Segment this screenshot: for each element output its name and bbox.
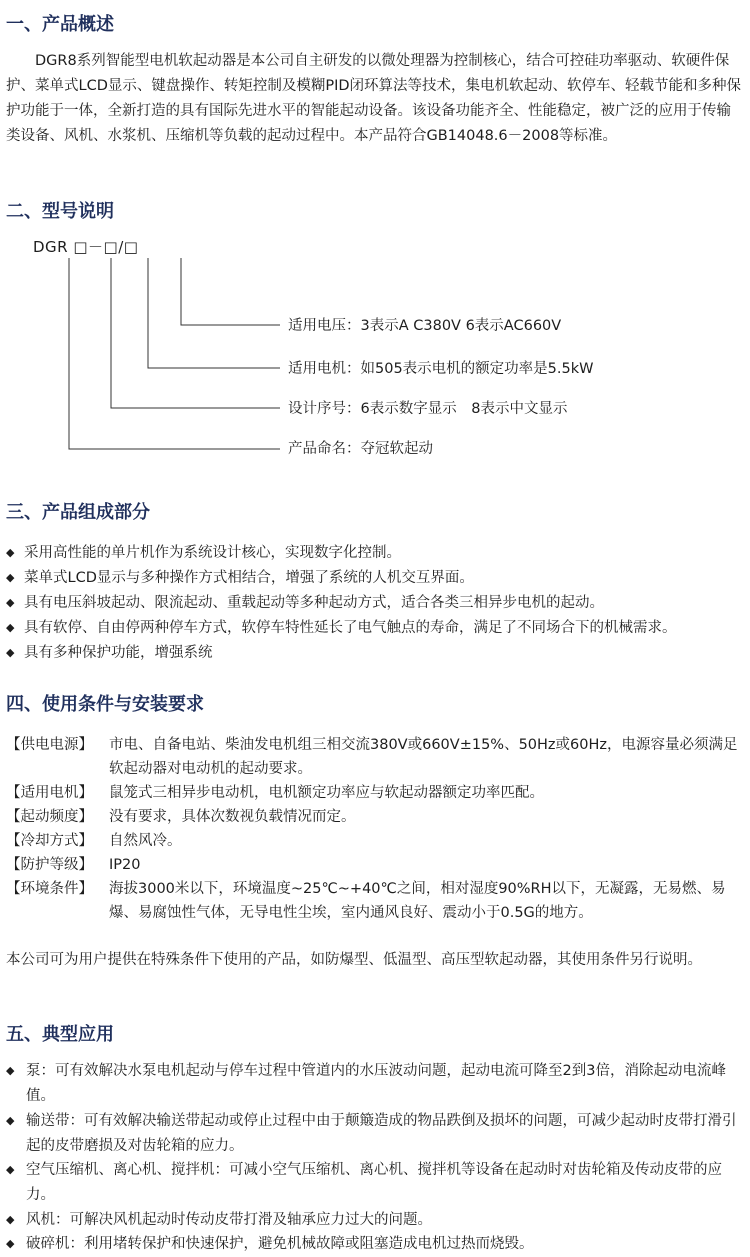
model-desc-label: 产品命名： — [288, 441, 361, 457]
model-desc-design — [288, 399, 567, 419]
section-title-components: 三、产品组成部分 — [6, 502, 150, 523]
model-desc-text: 夺冠软起动 — [360, 441, 433, 457]
diamond-bullet-icon: ◆ — [6, 1237, 15, 1250]
diamond-bullet-icon: ◆ — [6, 546, 15, 559]
list-item: ◆ 具有软停、自由停两种停车方式，软停车特性延长了电气触点的寿命，满足了不同场合下的机械需求。 — [6, 615, 744, 641]
section-title-overview: 一、产品概述 — [6, 14, 114, 35]
diamond-bullet-icon: ◆ — [6, 1064, 15, 1077]
condition-row: 【冷却方式】 自然风冷。 — [6, 833, 182, 849]
diamond-bullet-icon: ◆ — [6, 596, 15, 609]
list-item: ◆ 采用高性能的单片机作为系统设计核心，实现数字化控制。 — [6, 540, 744, 566]
model-desc-name — [288, 439, 433, 459]
model-desc-text: 3表示A C380V 6表示AC660V — [360, 318, 562, 334]
model-desc-label: 设计序号： — [288, 401, 361, 417]
model-desc-label: 适用电机： — [288, 361, 361, 377]
overview-paragraph: DGR8系列智能型电机软起动器是本公司自主研发的以微处理器为控制核心，结合可控硅功率驱动、软硬件保护、菜单式LCD显示、键盘操作、转矩控制及模糊PID闭环算法等技术，集电机软起动、软停车、轻载节能和多种保护功能于一体，全新打造的具有国际先进水平的智能起动设备。该设备功能齐全、性能稳定，被广泛的应用于传输类设备、风机、水浆机、压缩机等负载的起动过程中。本产品符合GB14048.6－2008等标准。 — [6, 53, 742, 144]
condition-row: 【起动频度】 没有要求，具体次数视负载情况而定。 — [6, 809, 356, 825]
condition-row: 【防护等级】 IP20 — [6, 857, 141, 873]
list-item: ◆ 具有多种保护功能，增强系统 — [6, 640, 744, 666]
diamond-bullet-icon: ◆ — [6, 1213, 15, 1226]
diamond-bullet-icon: ◆ — [6, 646, 15, 659]
condition-row: 【适用电机】 鼠笼式三相异步电动机，电机额定功率应与软起动器额定功率匹配。 — [6, 785, 544, 801]
list-item: ◆ 菜单式LCD显示与多种操作方式相结合，增强了系统的人机交互界面。 — [6, 565, 744, 591]
list-item: ◆ 空气压缩机、离心机、搅拌机：可减小空气压缩机、离心机、搅拌机等设备在起动时对齿轮箱及传动皮带的应力。 — [6, 1157, 744, 1208]
diamond-bullet-icon: ◆ — [6, 1114, 15, 1127]
section-title-conditions: 四、使用条件与安装要求 — [6, 694, 204, 715]
condition-row: 【环境条件】 海拔3000米以下，环境温度~25℃~+40℃之间，相对湿度90%RH以下，无凝露，无易燃、易爆、易腐蚀性气体，无导电性尘埃，室内通风良好、震动小于0.5G的地方。 — [6, 881, 726, 921]
list-item: ◆ 泵：可有效解决水泵电机起动与停车过程中管道内的水压波动问题，起动电流可降至2到3倍，消除起动电流峰值。 — [6, 1058, 744, 1109]
model-desc-text: 6表示数字显示 8表示中文显示 — [360, 401, 568, 417]
diamond-bullet-icon: ◆ — [6, 571, 15, 584]
model-desc-voltage — [288, 316, 561, 336]
section-title-applications: 五、典型应用 — [6, 1024, 114, 1045]
model-code: DGR □－□/□ — [33, 238, 139, 256]
list-item: ◆ 破碎机：利用堵转保护和快速保护，避免机械故障或阻塞造成电机过热而烧毁。 — [6, 1231, 744, 1257]
condition-row: 【供电电源】 市电、自备电站、柴油发电机组三相交流380V或660V±15%、50Hz或60Hz，电源容量必须满足软起动器对电动机的起动要求。 — [6, 737, 738, 777]
special-conditions-note: 本公司可为用户提供在特殊条件下使用的产品，如防爆型、低温型、高压型软起动器，其使用条件另行说明。 — [6, 952, 702, 968]
list-item: ◆ 风机：可解决风机起动时传动皮带打滑及轴承应力过大的问题。 — [6, 1207, 744, 1233]
model-desc-motor — [288, 359, 593, 379]
diamond-bullet-icon: ◆ — [6, 1163, 15, 1176]
model-desc-text: 如505表示电机的额定功率是5.5kW — [360, 361, 594, 377]
model-desc-label: 适用电压： — [288, 318, 361, 334]
list-item: ◆ 具有电压斜坡起动、限流起动、重载起动等多种起动方式，适合各类三相异步电机的起动。 — [6, 590, 744, 616]
diamond-bullet-icon: ◆ — [6, 621, 15, 634]
list-item: ◆ 输送带：可有效解决输送带起动或停止过程中由于颠簸造成的物品跌倒及损坏的问题，可减少起动时皮带打滑引起的皮带磨损及对齿轮箱的应力。 — [6, 1108, 744, 1159]
section-title-model: 二、型号说明 — [6, 201, 114, 222]
